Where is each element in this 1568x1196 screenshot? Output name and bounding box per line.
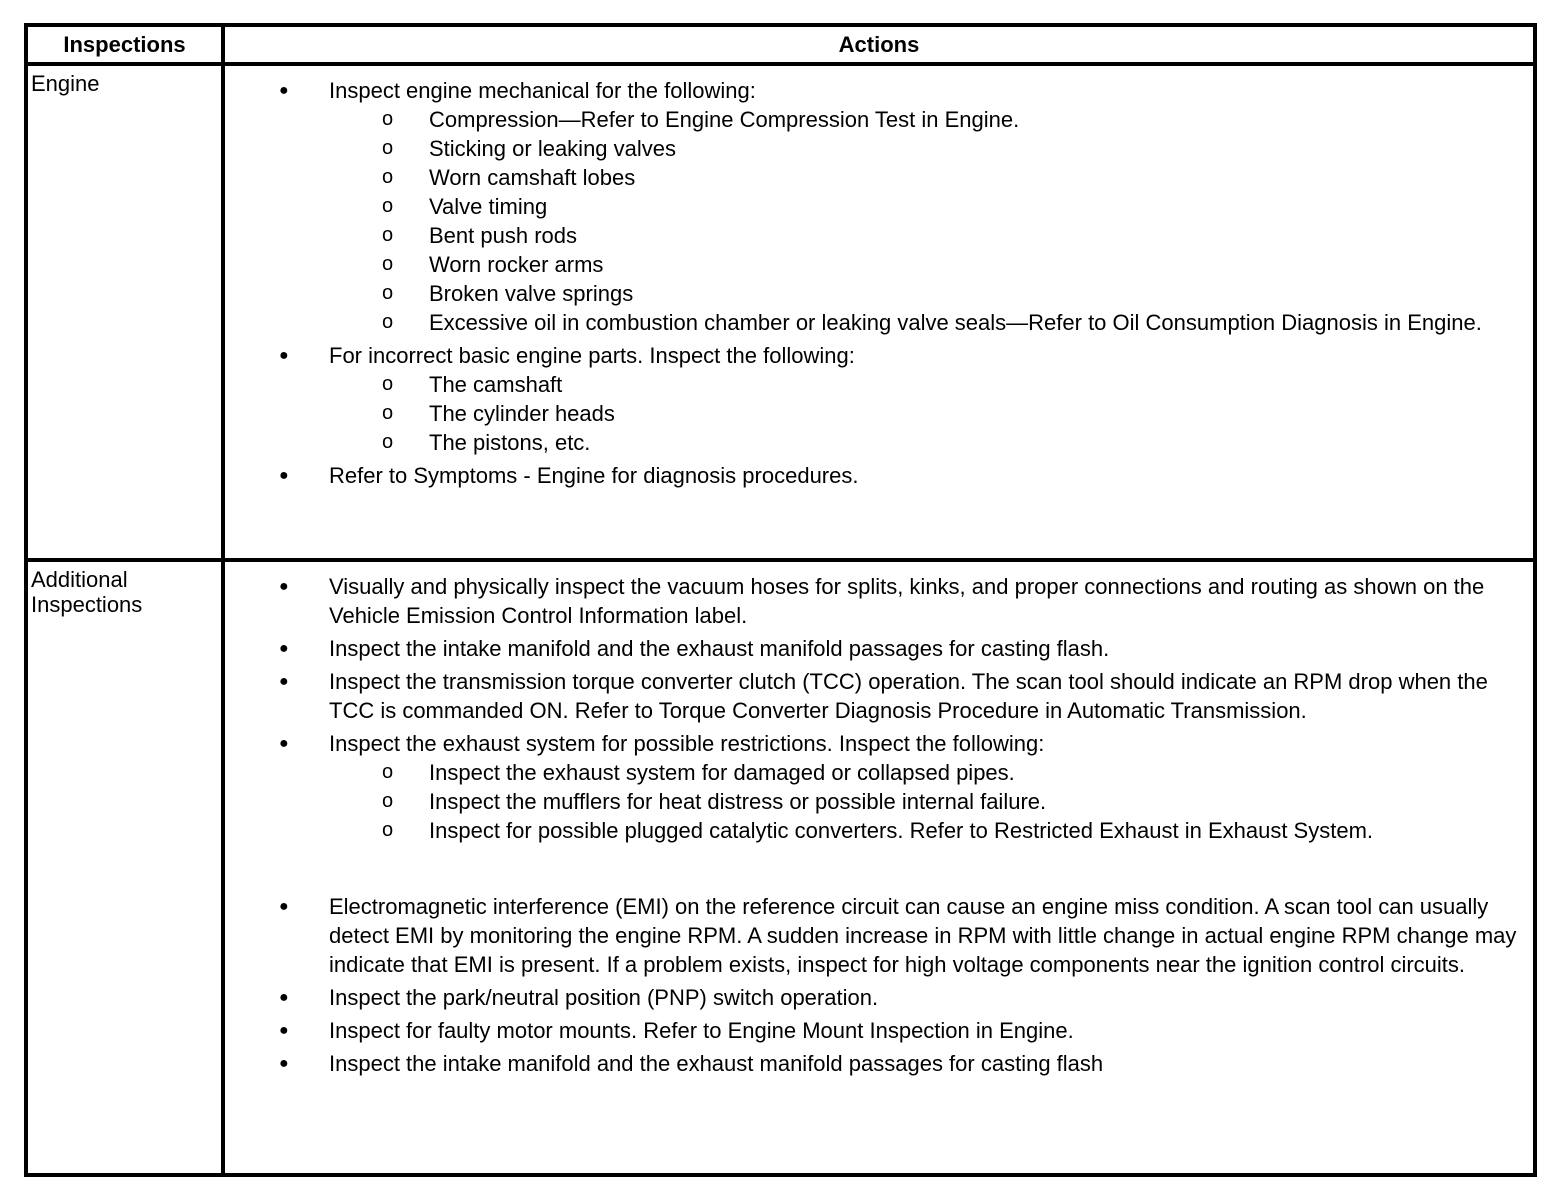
circle-bullet-icon: o xyxy=(382,166,394,188)
sub-list-item-text: Inspect the exhaust system for damaged or collapsed pipes. xyxy=(429,760,1015,785)
list-item xyxy=(225,634,1523,663)
sub-list-item-text: The pistons, etc. xyxy=(429,430,591,455)
circle-bullet-icon: o xyxy=(382,761,394,783)
actions-cell xyxy=(223,64,1535,560)
list-item-text: For incorrect basic engine parts. Inspect the following: xyxy=(329,343,855,368)
sub-list-item-text: The camshaft xyxy=(429,372,563,397)
bullet-icon: ● xyxy=(279,989,289,1006)
sub-list-item xyxy=(225,250,1523,279)
sub-list-item-text: Worn camshaft lobes xyxy=(429,165,636,190)
list-item xyxy=(225,572,1523,630)
sub-list-item xyxy=(225,105,1523,134)
sub-list-item xyxy=(225,370,1523,399)
list-item-text: Refer to Symptoms - Engine for diagnosis procedures. xyxy=(329,463,859,488)
list-item-text: Electromagnetic interference (EMI) on the reference circuit can cause an engine miss condition. A scan tool can usually detect EMI by monitoring the engine RPM. A sudden increase in RPM with little change in actual engine RPM change may indicate that EMI is present. If a problem exists, inspect for high voltage components near the ignition control circuits. xyxy=(329,894,1517,977)
inspections-table xyxy=(24,23,1537,1177)
sub-list-item xyxy=(225,758,1523,787)
list-item-text: Inspect the exhaust system for possible restrictions. Inspect the following: xyxy=(329,731,1045,756)
sub-list-item-text: The cylinder heads xyxy=(429,401,615,426)
sub-list-item xyxy=(225,428,1523,457)
table-row xyxy=(26,64,1535,560)
list-item-text: Inspect the transmission torque converter clutch (TCC) operation. The scan tool should indicate an RPM drop when the TCC is commanded ON. Refer to Torque Converter Diagnosis Procedure in Automatic Transmission. xyxy=(329,669,1488,723)
list-item xyxy=(225,667,1523,725)
inspection-label: Additional Inspections xyxy=(26,560,223,1175)
circle-bullet-icon: o xyxy=(382,819,394,841)
list-item xyxy=(225,729,1523,845)
sub-list-item-text: Sticking or leaking valves xyxy=(429,136,677,161)
circle-bullet-icon: o xyxy=(382,402,394,424)
list-item-text: Visually and physically inspect the vacuum hoses for splits, kinks, and proper connections and routing as shown on the Vehicle Emission Control Information label. xyxy=(329,574,1485,628)
bullet-icon: ● xyxy=(279,673,289,690)
header-inspections: Inspections xyxy=(26,25,223,64)
circle-bullet-icon: o xyxy=(382,224,394,246)
bullet-icon: ● xyxy=(279,640,289,657)
sub-list-item xyxy=(225,279,1523,308)
sub-list-item-text: Worn rocker arms xyxy=(429,252,604,277)
bullet-icon: ● xyxy=(279,735,289,752)
circle-bullet-icon: o xyxy=(382,108,394,130)
circle-bullet-icon: o xyxy=(382,195,394,217)
sub-list-item xyxy=(225,163,1523,192)
list-item xyxy=(225,983,1523,1012)
list-item xyxy=(225,341,1523,457)
list-item-text: Inspect for faulty motor mounts. Refer to Engine Mount Inspection in Engine. xyxy=(329,1018,1074,1043)
bullet-icon: ● xyxy=(279,898,289,915)
list-item xyxy=(225,1016,1523,1045)
table-row xyxy=(26,560,1535,1175)
sub-list-item-text: Inspect for possible plugged catalytic converters. Refer to Restricted Exhaust in Exhaust System. xyxy=(429,818,1374,843)
list-item xyxy=(225,461,1523,490)
sub-list-item xyxy=(225,816,1523,845)
bullet-icon: ● xyxy=(279,1022,289,1039)
sub-list-item-text: Bent push rods xyxy=(429,223,577,248)
list-item-text: Inspect the park/neutral position (PNP) switch operation. xyxy=(329,985,879,1010)
list-item xyxy=(225,1049,1523,1078)
header-actions: Actions xyxy=(223,25,1535,64)
sub-list-item-text: Broken valve springs xyxy=(429,281,634,306)
circle-bullet-icon: o xyxy=(382,137,394,159)
sub-list-item xyxy=(225,399,1523,428)
list-item-text: Inspect engine mechanical for the following: xyxy=(329,78,756,103)
circle-bullet-icon: o xyxy=(382,373,394,395)
spacer xyxy=(225,849,1523,892)
sub-list-item xyxy=(225,192,1523,221)
sub-list-item xyxy=(225,134,1523,163)
sub-list-item xyxy=(225,787,1523,816)
bullet-icon: ● xyxy=(279,82,289,99)
list-item-text: Inspect the intake manifold and the exhaust manifold passages for casting flash. xyxy=(329,636,1110,661)
list-item xyxy=(225,892,1523,979)
sub-list-item xyxy=(225,308,1523,337)
list-item xyxy=(225,76,1523,337)
sub-list-item-text: Compression—Refer to Engine Compression Test in Engine. xyxy=(429,107,1020,132)
bullet-icon: ● xyxy=(279,1055,289,1072)
bullet-icon: ● xyxy=(279,467,289,484)
actions-cell xyxy=(223,560,1535,1175)
inspection-label: Engine xyxy=(26,64,223,560)
sub-list-item-text: Inspect the mufflers for heat distress or possible internal failure. xyxy=(429,789,1047,814)
bullet-icon: ● xyxy=(279,347,289,364)
circle-bullet-icon: o xyxy=(382,282,394,304)
circle-bullet-icon: o xyxy=(382,311,394,333)
sub-list-item-text: Valve timing xyxy=(429,194,548,219)
header-row xyxy=(26,25,1535,64)
sub-list-item xyxy=(225,221,1523,250)
bullet-icon: ● xyxy=(279,578,289,595)
circle-bullet-icon: o xyxy=(382,790,394,812)
circle-bullet-icon: o xyxy=(382,431,394,453)
circle-bullet-icon: o xyxy=(382,253,394,275)
sub-list-item-text: Excessive oil in combustion chamber or leaking valve seals—Refer to Oil Consumption Diagnosis in Engine. xyxy=(429,310,1482,335)
list-item-text: Inspect the intake manifold and the exhaust manifold passages for casting flash xyxy=(329,1051,1104,1076)
